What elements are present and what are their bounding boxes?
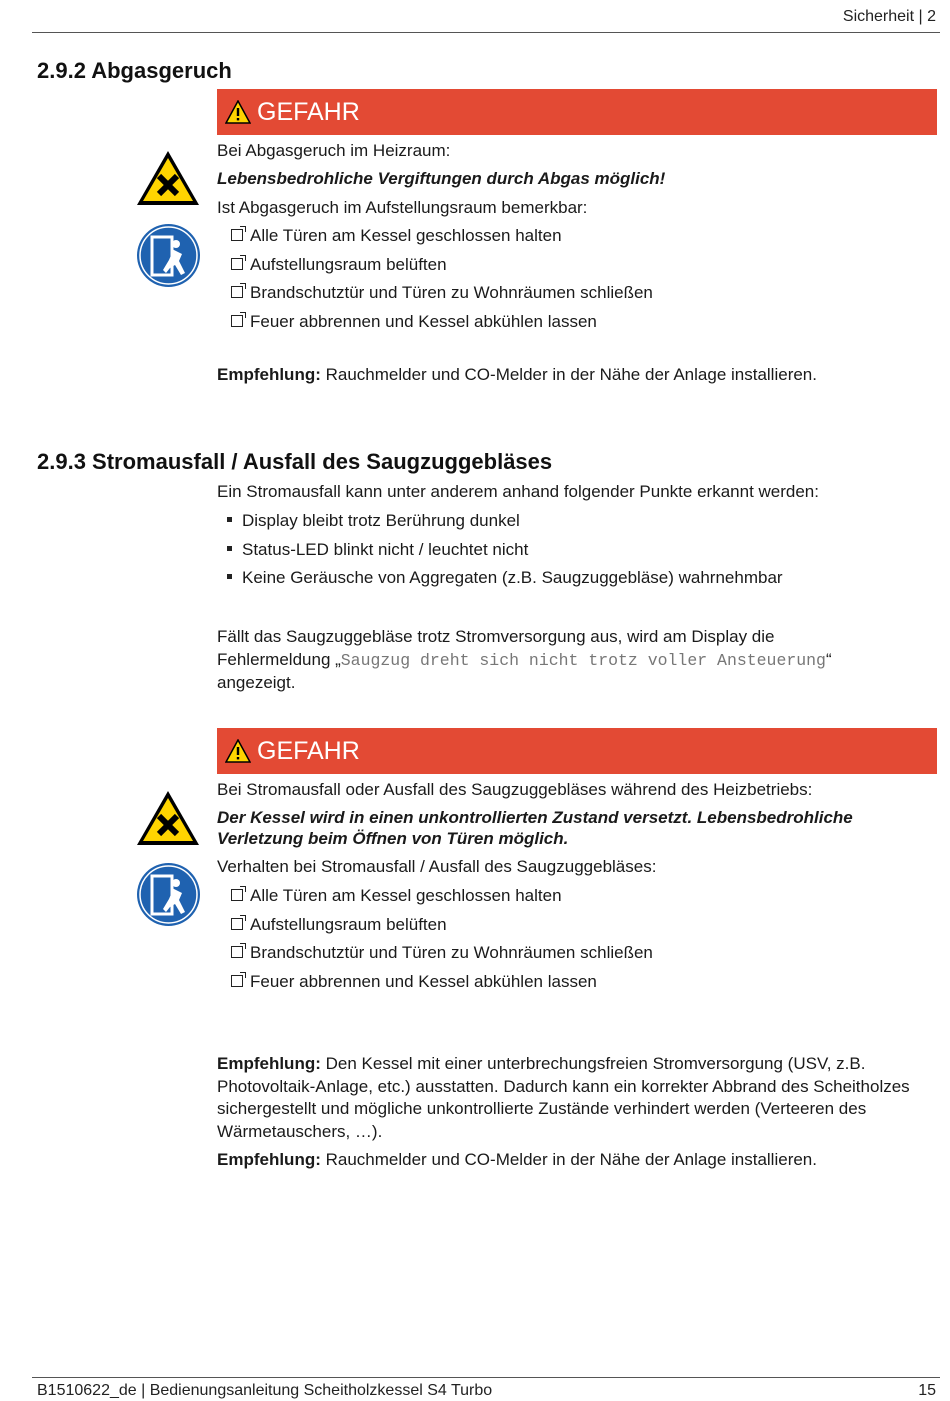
bullet-icon: [227, 517, 232, 522]
checkbox-bullet-icon: [231, 946, 243, 958]
danger-warning: Lebensbedrohliche Vergiftungen durch Abgas möglich!: [217, 169, 666, 188]
harmful-substance-warning-icon: [135, 789, 201, 847]
list-item: Display bleibt trotz Berührung dunkel: [227, 510, 520, 532]
footer-divider: [32, 1377, 940, 1378]
warning-triangle-icon: [225, 100, 251, 124]
section-intro: Ein Stromausfall kann unter anderem anhand folgender Punkte erkannt werden:: [217, 482, 819, 501]
list-item: Aufstellungsraum belüften: [231, 914, 447, 936]
recommendation: Empfehlung: Rauchmelder und CO-Melder in der Nähe der Anlage installieren.: [217, 1150, 817, 1169]
list-item: Status-LED blinkt nicht / leuchtet nicht: [227, 539, 528, 561]
recommendation: Empfehlung: Rauchmelder und CO-Melder in der Nähe der Anlage installieren.: [217, 365, 817, 384]
checkbox-bullet-icon: [231, 918, 243, 930]
error-message: Saugzug dreht sich nicht trotz voller Ansteuerung: [340, 650, 826, 670]
bullet-icon: [227, 546, 232, 551]
checkbox-bullet-icon: [231, 286, 243, 298]
list-item: Feuer abbrennen und Kessel abkühlen lassen: [231, 311, 597, 333]
danger-label: GEFAHR: [257, 736, 360, 765]
checkbox-bullet-icon: [231, 229, 243, 241]
checkbox-bullet-icon: [231, 315, 243, 327]
keep-door-closed-mandatory-icon: [136, 223, 201, 288]
checkbox-bullet-icon: [231, 889, 243, 901]
header-divider: [32, 32, 940, 33]
list-item: Alle Türen am Kessel geschlossen halten: [231, 225, 562, 247]
list-item: Brandschutztür und Türen zu Wohnräumen schließen: [231, 942, 653, 964]
measures-lead: Ist Abgasgeruch im Aufstellungsraum bemerkbar:: [217, 198, 588, 217]
danger-banner: [217, 728, 937, 774]
section-heading-abgasgeruch: 2.9.2 Abgasgeruch: [37, 58, 232, 83]
danger-warning: Der Kessel wird in einen unkontrollierten Zustand versetzt. Lebensbedrohliche: [217, 808, 853, 827]
measures-lead: Verhalten bei Stromausfall / Ausfall des Saugzuggebläses:: [217, 857, 657, 876]
danger-intro: Bei Abgasgeruch im Heizraum:: [217, 141, 451, 160]
footer-document-title: B1510622_de | Bedienungsanleitung Scheitholzkessel S4 Turbo: [37, 1382, 493, 1399]
section-heading-stromausfall: 2.9.3 Stromausfall / Ausfall des Saugzuggebläses: [37, 449, 553, 474]
list-item: Keine Geräusche von Aggregaten (z.B. Saugzuggebläse) wahrnehmbar: [227, 567, 783, 589]
fan-failure-paragraph: Fällt das Saugzuggebläse trotz Stromversorgung aus, wird am Display die Fehlermeldung „Saugzug dreht sich nicht trotz voller Ansteuerung“ angezeigt.: [217, 627, 832, 692]
danger-intro: Bei Stromausfall oder Ausfall des Saugzuggebläses während des Heizbetriebs:: [217, 780, 813, 799]
list-item: Alle Türen am Kessel geschlossen halten: [231, 885, 562, 907]
page-number: 15: [918, 1382, 936, 1399]
checkbox-bullet-icon: [231, 975, 243, 987]
warning-triangle-icon: [225, 739, 251, 763]
bullet-icon: [227, 574, 232, 579]
danger-banner: [217, 89, 937, 135]
list-item: Brandschutztür und Türen zu Wohnräumen schließen: [231, 282, 653, 304]
keep-door-closed-mandatory-icon: [136, 862, 201, 927]
list-item: Aufstellungsraum belüften: [231, 254, 447, 276]
recommendation: Empfehlung: Den Kessel mit einer unterbrechungsfreien Stromversorgung (USV, z.B. Photovoltaik-Anlage, etc.) ausstatten. Dadurch kann ein korrekter Abbrand des Scheitholzes sichergestellt und mögliche unkontrollierte Zustände verhindert werden (Verteeren des Wärmetauschers, …).: [217, 1054, 910, 1141]
running-header: Sicherheit | 2: [842, 8, 936, 25]
checkbox-bullet-icon: [231, 258, 243, 270]
harmful-substance-warning-icon: [135, 149, 201, 207]
danger-warning: Verletzung beim Öffnen von Türen möglich.: [217, 829, 569, 848]
list-item: Feuer abbrennen und Kessel abkühlen lassen: [231, 971, 597, 993]
danger-label: GEFAHR: [257, 97, 360, 126]
